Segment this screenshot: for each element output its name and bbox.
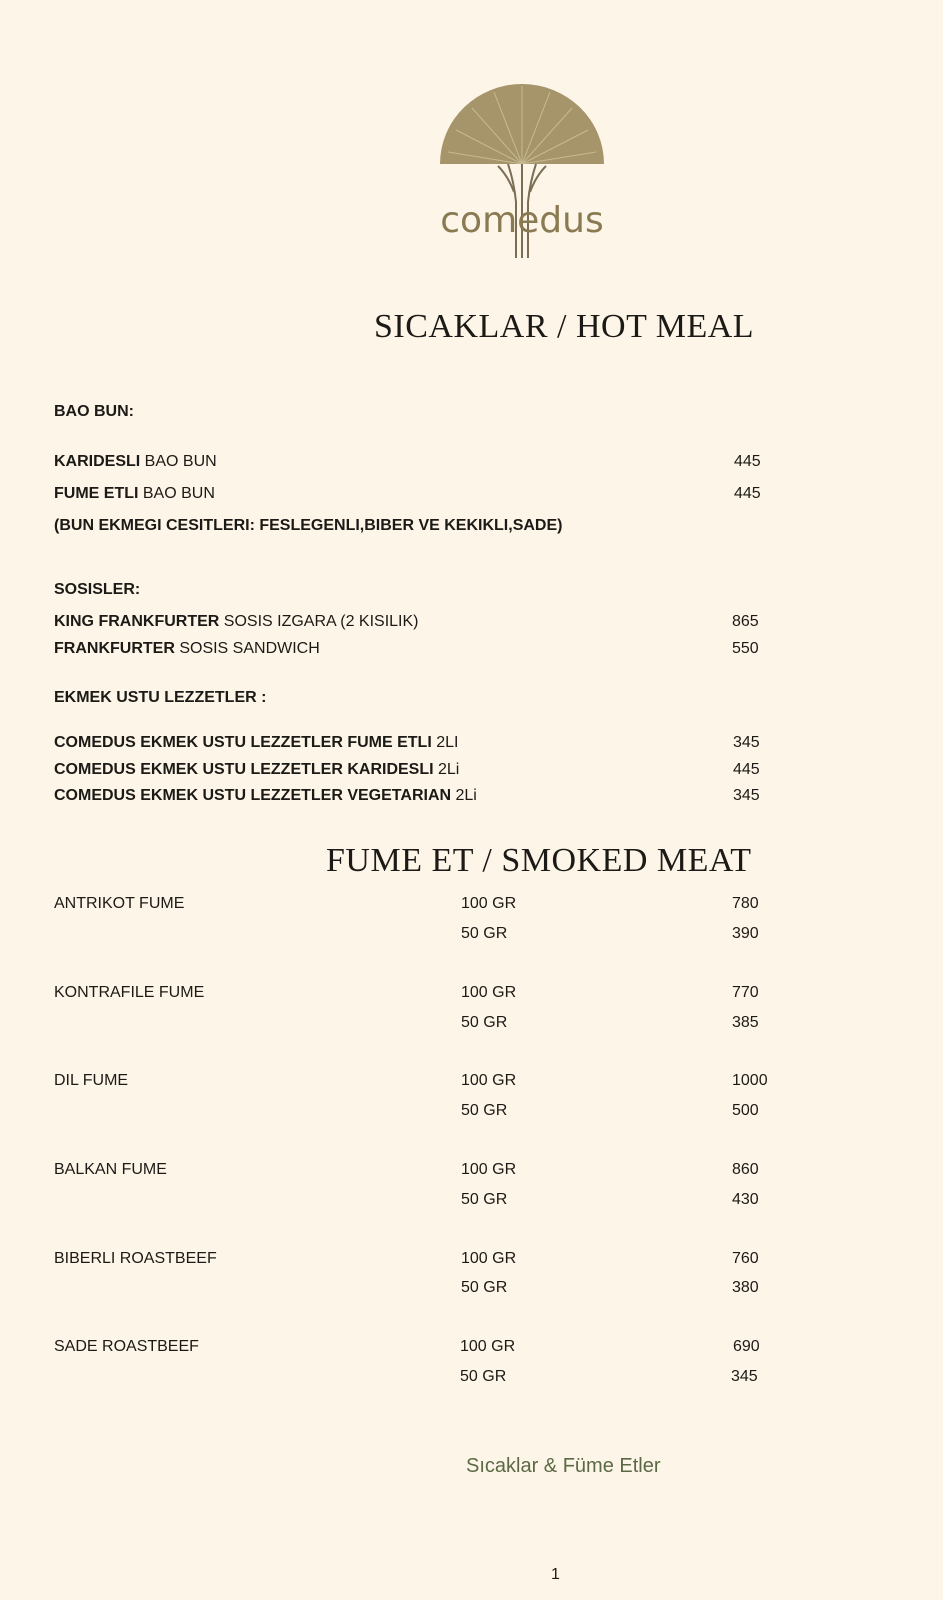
smoked-weight: 100 GR <box>460 1338 516 1355</box>
smoked-price: 345 <box>731 1368 758 1385</box>
smoked-weight: 100 GR <box>461 1250 517 1267</box>
smoked-price: 500 <box>732 1102 759 1119</box>
menu-item: FRANKFURTER SOSIS SANDWICH <box>54 640 320 657</box>
hot-meal-title: SICAKLAR / HOT MEAL <box>374 308 755 345</box>
smoked-item-name: SADE ROASTBEEF <box>54 1338 199 1355</box>
comedus-logo <box>438 82 606 262</box>
smoked-price: 430 <box>732 1191 759 1208</box>
smoked-weight: 50 GR <box>461 925 508 942</box>
menu-item: FUME ETLI BAO BUN <box>54 485 215 502</box>
smoked-item-name: ANTRIKOT FUME <box>54 895 185 912</box>
smoked-price: 770 <box>732 984 759 1001</box>
smoked-item-name: BIBERLI ROASTBEEF <box>54 1250 217 1267</box>
smoked-weight: 50 GR <box>460 1368 507 1385</box>
bao-note: (BUN EKMEGI CESITLERI: FESLEGENLI,BIBER VE KEKIKLI,SADE) <box>54 517 563 534</box>
smoked-price: 1000 <box>732 1072 768 1089</box>
smoked-price: 690 <box>733 1338 760 1355</box>
footer-title: Sıcaklar & Füme Etler <box>466 1455 661 1477</box>
item-price: 345 <box>733 734 760 751</box>
smoked-weight: 50 GR <box>461 1102 508 1119</box>
smoked-weight: 100 GR <box>461 1072 517 1089</box>
smoked-weight: 50 GR <box>461 1014 508 1031</box>
page-number: 1 <box>551 1566 560 1583</box>
smoked-price: 380 <box>732 1279 759 1296</box>
smoked-item-name: DIL FUME <box>54 1072 129 1089</box>
smoked-weight: 100 GR <box>461 984 517 1001</box>
smoked-price: 860 <box>732 1161 759 1178</box>
smoked-price: 385 <box>732 1014 759 1031</box>
item-price: 445 <box>734 485 761 502</box>
bao-heading: BAO BUN: <box>54 403 134 420</box>
ekmek-heading: EKMEK USTU LEZZETLER : <box>54 689 267 706</box>
smoked-price: 760 <box>732 1250 759 1267</box>
menu-item: COMEDUS EKMEK USTU LEZZETLER FUME ETLI 2LI <box>54 734 459 751</box>
item-price: 865 <box>732 613 759 630</box>
smoked-weight: 100 GR <box>461 1161 517 1178</box>
smoked-weight: 50 GR <box>461 1279 508 1296</box>
sosis-heading: SOSISLER: <box>54 581 141 598</box>
logo-wordmark: comedus <box>440 200 604 241</box>
menu-item: COMEDUS EKMEK USTU LEZZETLER VEGETARIAN 2Li <box>54 787 477 804</box>
menu-item: KARIDESLI BAO BUN <box>54 453 217 470</box>
smoked-weight: 50 GR <box>461 1191 508 1208</box>
tree-logo-icon <box>438 82 606 262</box>
smoked-price: 780 <box>732 895 759 912</box>
smoked-item-name: BALKAN FUME <box>54 1161 167 1178</box>
item-price: 445 <box>734 453 761 470</box>
smoked-price: 390 <box>732 925 759 942</box>
smoked-meat-title: FUME ET / SMOKED MEAT <box>326 842 752 879</box>
item-price: 345 <box>733 787 760 804</box>
item-price: 445 <box>733 761 760 778</box>
item-price: 550 <box>732 640 759 657</box>
menu-item: COMEDUS EKMEK USTU LEZZETLER KARIDESLI 2Li <box>54 761 460 778</box>
smoked-weight: 100 GR <box>461 895 517 912</box>
menu-item: KING FRANKFURTER SOSIS IZGARA (2 KISILIK) <box>54 613 419 630</box>
smoked-item-name: KONTRAFILE FUME <box>54 984 205 1001</box>
